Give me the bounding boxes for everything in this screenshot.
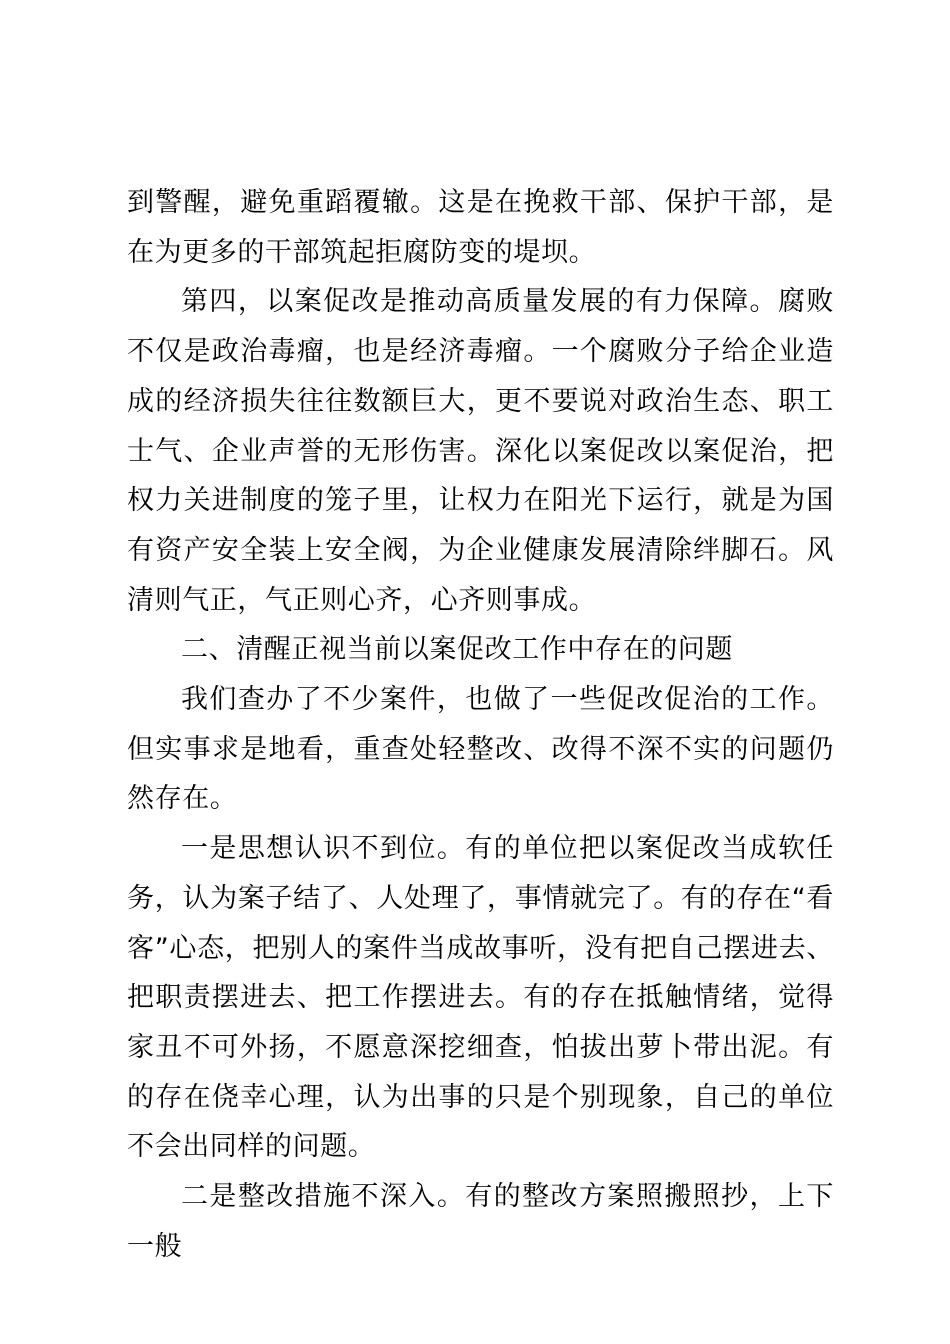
document-body — [127, 178, 834, 1271]
paragraph-point-two: 二是整改措施不深入。有的整改方案照搬照抄，上下一般 — [127, 1181, 834, 1262]
paragraph-section-intro: 我们查办了不少案件，也做了一些促改促治的工作。但实事求是地看，重查处轻整改、改得不深不实的问题仍然存在。 — [127, 684, 834, 815]
section-heading-two: 二、清醒正视当前以案促改工作中存在的问题 — [181, 634, 733, 666]
paragraph-point-one: 一是思想认识不到位。有的单位把以案促改当成软任务，认为案子结了、人处理了，事情就完了。有的存在“看客”心态，把别人的案件当成故事听，没有把自己摆进去、把职责摆进去、把工作摆进去。有的存在抵触情绪，觉得家丑不可外扬，不愿意深挖细查，怕拔出萝卜带出泥。有的存在侥幸心理，认为出事的只是个别现象，自己的单位不会出同样的问题。 — [127, 833, 834, 1163]
paragraph-continuation: 到警醒，避免重蹈覆辙。这是在挽救干部、保护干部，是在为更多的干部筑起拒腐防变的堤坝。 — [127, 187, 834, 268]
paragraph-point-four: 第四，以案促改是推动高质量发展的有力保障。腐败不仅是政治毒瘤，也是经济毒瘤。一个腐败分子给企业造成的经济损失往往数额巨大，更不要说对政治生态、职工士气、企业声誉的无形伤害。深化以案促改以案促治，把权力关进制度的笼子里，让权力在阳光下运行，就是为国有资产安全装上安全阀，为企业健康发展清除绊脚石。风清则气正，气正则心齐，心齐则事成。 — [127, 286, 834, 616]
